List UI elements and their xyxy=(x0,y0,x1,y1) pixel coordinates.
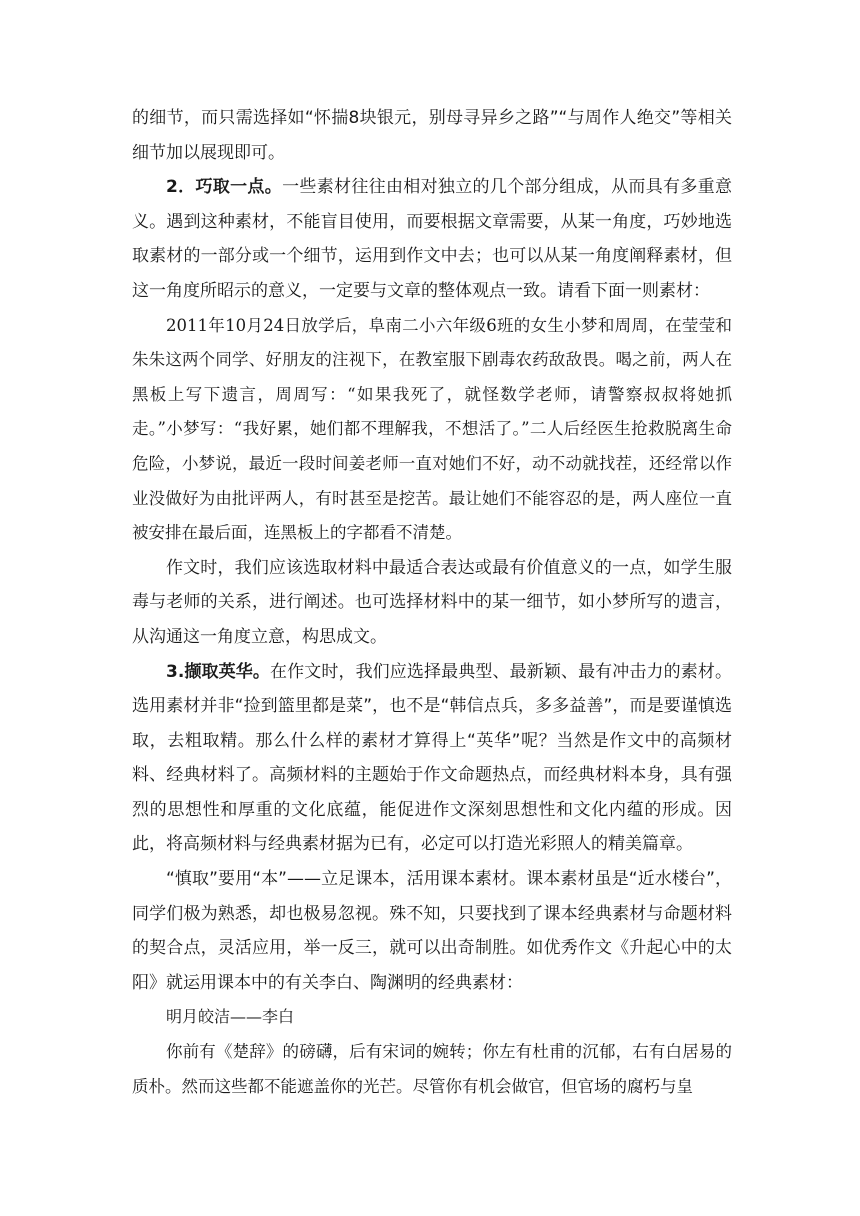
paragraph-details-continued xyxy=(132,101,732,170)
paragraph-text: 一些素材往往由相对独立的几个部分组成，从而具有多重意义。遇到这种素材，不能盲目使用，而要根据文章需要，从某一角度，巧妙地选取素材的一部分或一个细节，运用到作文中去；也可以从某一角度阐释素材，但这一角度所昭示的意义，一定要与文章的整体观点一致。请看下面一则素材： xyxy=(132,177,732,301)
document-body xyxy=(132,101,732,1104)
paragraph-text: 你前有《楚辞》的磅礴，后有宋词的婉转；你左有杜甫的沉郁，右有白居易的质朴。然而这些都不能遮盖你的光芒。尽管你有机会做官，但官场的腐朽与皇 xyxy=(132,1042,732,1096)
paragraph-text: 2011年10月24日放学后，阜南二小六年级6班的女生小梦和周周，在莹莹和朱朱这两个同学、好朋友的注视下，在教室服下剧毒农药敌敌畏。喝之前，两人在黑板上写下遗言，周周写：“如果我死了，就怪数学老师，请警察叔叔将她抓走。”小梦写：“我好累，她们都不理解我，不想活了。”二人后经医生抢救脱离生命危险，小梦说，最近一段时间姜老师一直对她们不好，动不动就找茬，还经常以作业没做好为由批评两人，有时甚至是挖苦。最让她们不能容忍的是，两人座位一直被安排在最后面，连黑板上的字都看不清楚。 xyxy=(132,315,732,543)
paragraph-qiao-qu-yi-dian xyxy=(132,170,732,308)
paragraph-material-example xyxy=(132,309,732,551)
section-heading: 2．巧取一点。 xyxy=(166,177,283,198)
paragraph-analysis xyxy=(132,551,732,655)
paragraph-text: 的细节，而只需选择如“怀揣8块银元，别母寻异乡之路”“与周作人绝交”等相关细节加以展现即可。 xyxy=(132,108,732,163)
section-heading: 3.撷取英华。 xyxy=(166,661,270,682)
paragraph-text: 作文时，我们应该选取材料中最适合表达或最有价值意义的一点，如学生服毒与老师的关系，进行阐述。也可选择材料中的某一细节，如小梦所写的遗言，从沟通这一角度立意，构思成文。 xyxy=(132,557,732,647)
paragraph-text: 在作文时，我们应选择最典型、最新颖、最有冲击力的素材。选用素材并非“捡到篮里都是菜”，也不是“韩信点兵，多多益善”，而是要谨慎选取，去粗取精。那么什么样的素材才算得上“英华”呢？当然是作文中的高频材料、经典材料了。高频材料的主题始于作文命题热点，而经典材料本身，具有强烈的思想性和厚重的文化底蕴，能促进作文深刻思想性和文化内蕴的形成。因此，将高频材料与经典素材据为已有，必定可以打造光彩照人的精美篇章。 xyxy=(132,661,732,855)
paragraph-textbook-material xyxy=(132,862,732,1000)
paragraph-essay-excerpt xyxy=(132,1035,732,1104)
essay-subtitle: 明月皎洁——李白 xyxy=(166,1007,295,1027)
paragraph-text: “慎取”要用“本”——立足课本，活用课本素材。课本素材虽是“近水楼台”，同学们极为熟悉，却也极易忽视。殊不知，只要找到了课本经典素材与命题材料的契合点，灵活应用，举一反三，就可以出奇制胜。如优秀作文《升起心中的太阳》就运用课本中的有关李白、陶渊明的经典素材： xyxy=(132,869,732,993)
paragraph-xie-qu-ying-hua xyxy=(132,655,732,863)
